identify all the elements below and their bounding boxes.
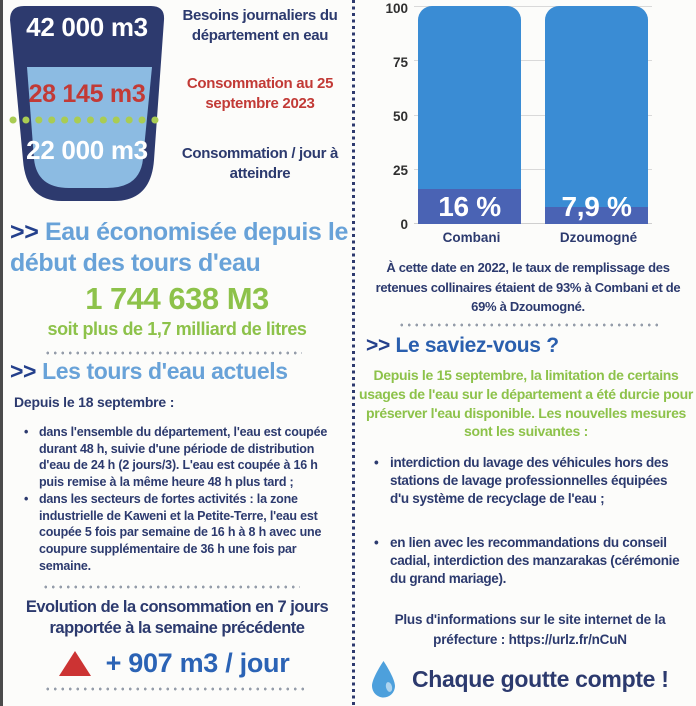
- y-axis-tick: 25: [392, 163, 408, 178]
- bar-combani: [418, 6, 521, 224]
- left-border: [0, 0, 3, 706]
- chevron-icon: >>: [366, 334, 390, 357]
- cup-capacity-value: 42 000 m3: [26, 12, 148, 42]
- dotted-separator: [44, 687, 306, 691]
- dotted-separator: [398, 323, 660, 327]
- dotted-separator: [44, 351, 302, 355]
- tours-bullet-list: [22, 424, 344, 574]
- section-title-tours-eau: [10, 358, 348, 385]
- cup-legend: [172, 4, 348, 204]
- section-title-text: Le saviez-vous ?: [395, 334, 559, 357]
- chevron-icon: >>: [10, 218, 39, 246]
- legend-daily-needs: Besoins journaliers du département en eau: [182, 7, 338, 44]
- saved-subtitle: soit plus de 1,7 milliard de litres: [47, 319, 307, 339]
- section-title-eau-economisee: [10, 217, 348, 279]
- saved-amount: 1 744 638 M3: [85, 281, 269, 316]
- x-axis-label-combani: Combani: [442, 230, 501, 245]
- section-title-saviez-vous: [366, 334, 692, 358]
- x-axis-label-dzoumogne: Dzoumogné: [559, 230, 638, 245]
- chevron-icon: >>: [10, 358, 37, 384]
- list-item: • interdiction du lavage des véhicules hors des stations de lavage professionnelles équipées d'u système de recyclage de l'eau ;: [372, 454, 688, 507]
- section-title-text: Les tours d'eau actuels: [42, 358, 288, 384]
- legend-target: Consommation / jour à atteindre: [181, 145, 339, 182]
- y-axis-tick: 100: [385, 1, 408, 16]
- y-axis-tick: 50: [392, 109, 408, 124]
- slogan-text: Chaque goutte compte !: [412, 665, 669, 692]
- measures-bullet-list: [372, 454, 688, 588]
- column-divider-dotted: [352, 0, 355, 706]
- water-drop-icon: [370, 660, 397, 698]
- reservoir-fill-bar-chart: [362, 0, 694, 252]
- tours-since-label: Depuis le 18 septembre :: [14, 394, 175, 410]
- chart-plot-area: [414, 6, 652, 224]
- bar-combani-percent: 16 %: [438, 191, 501, 222]
- more-info-text: Plus d'informations sur le site internet de la préfecture : https://urlz.fr/nCuN: [394, 612, 666, 647]
- cup-target-value: 22 000 m3: [26, 135, 148, 165]
- list-item: • dans les secteurs de fortes activités : la zone industrielle de Kaweni et la Petite-Terre, l'eau est coupée 5 fois par semaine de 16 h à 8 h avec une coupure supplémentaire de 36 h une fois par semaine.: [22, 491, 344, 575]
- y-axis-tick: 75: [392, 55, 408, 70]
- bar-dzoumogne-percent: 7,9 %: [561, 191, 632, 222]
- list-item: • dans l'ensemble du département, l'eau est coupée durant 48 h, suivie d'une période de distribution d'eau de 24 h (2 jours/3). L'eau est coupée à 16 h puis remise à la même heure 48 h plus tard ;: [22, 424, 344, 491]
- bar-dzoumogne: [545, 6, 648, 224]
- evolution-value: + 907 m3 / jour: [105, 648, 290, 678]
- evolution-title: Evolution de la consommation en 7 jours rapportée à la semaine précédente: [25, 598, 329, 637]
- chart-comparison-note: À cette date en 2022, le taux de remplissage des retenues collinaires étaient de 93% à Combani et de 69% à Dzoumogné.: [375, 260, 681, 314]
- dotted-separator: [42, 585, 300, 589]
- y-axis-tick: 0: [400, 217, 408, 232]
- saviez-intro-text: Depuis le 15 septembre, la limitation de certains usages de l'eau sur le département a été durcie pour préserver l'eau disponible. Les nouvelles mesures sont les suivantes :: [359, 367, 693, 440]
- water-cup-graphic: [6, 4, 168, 204]
- evolution-value-row: [0, 648, 348, 679]
- legend-consumption-date: Consommation au 25 septembre 2023: [186, 75, 334, 112]
- footer-slogan-row: [370, 660, 692, 698]
- increase-triangle-icon: [59, 651, 91, 676]
- cup-current-value: 28 145 m3: [28, 80, 146, 108]
- list-item: • en lien avec les recommandations du conseil cadial, interdiction des manzarakas (cérémonie du grand mariage).: [372, 534, 688, 587]
- section-title-text: Eau économisée depuis le début des tours d'eau: [10, 218, 348, 277]
